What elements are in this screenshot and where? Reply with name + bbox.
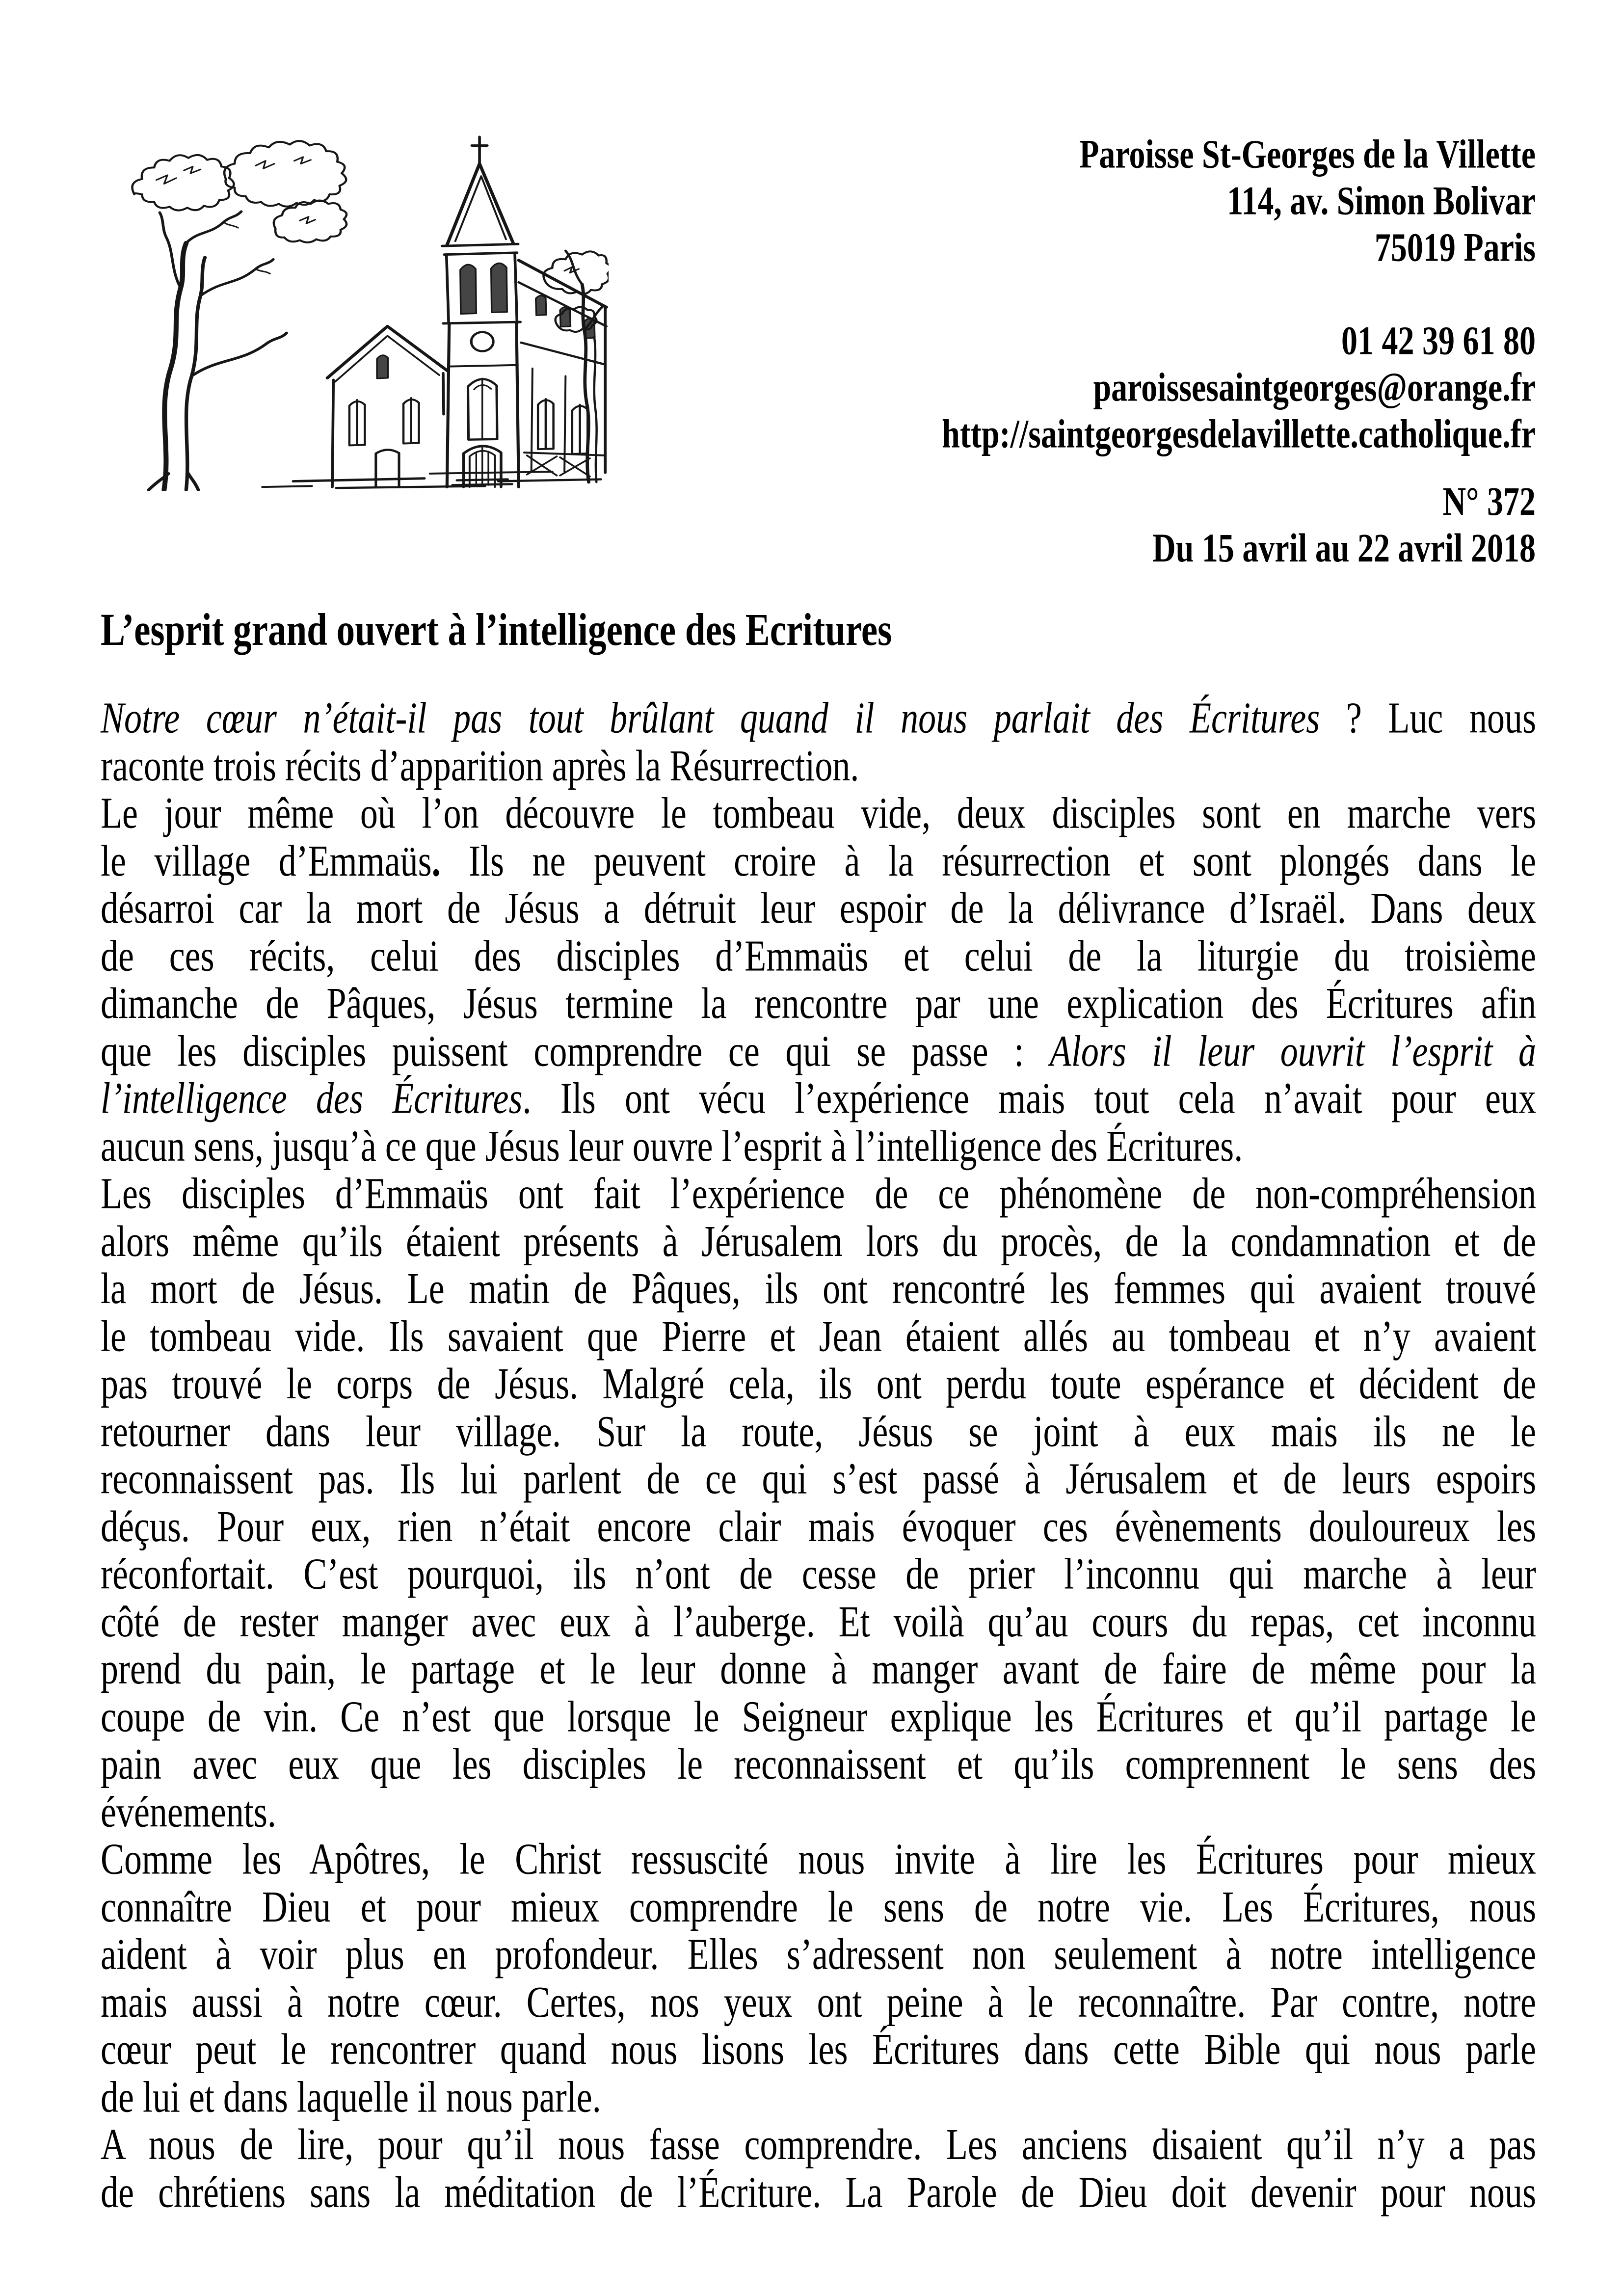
text-run: retourner dans leur village. Sur la route, Jésus se joint à eux mais ils ne le	[101, 1406, 1536, 1456]
text-run: alors même qu’ils étaient présents à Jérusalem lors du procès, de la condamnation et de	[101, 1216, 1536, 1266]
text-run: Les disciples d’Emmaüs ont fait l’expérience de ce phénomène de non-compréhension	[101, 1169, 1536, 1218]
text-run: de chrétiens sans la méditation de l’Écriture. La Parole de Dieu doit devenir pour nous	[101, 2167, 1536, 2216]
body-line	[101, 1075, 1536, 1122]
body-line	[101, 1740, 1536, 1788]
text-run: événements.	[101, 1787, 276, 1836]
text-run: la mort de Jésus. Le matin de Pâques, ils ont rencontré les femmes qui avaient trouvé	[101, 1264, 1536, 1313]
text-run: l’intelligence des Écritures	[101, 1073, 523, 1123]
body-line	[101, 1503, 1536, 1550]
text-run: le tombeau vide. Ils savaient que Pierre et Jean étaient allés au tombeau et n’y avaient	[101, 1311, 1536, 1361]
text-run: A nous de lire, pour qu’il nous fasse comprendre. Les anciens disaient qu’il n’y a pas	[101, 2119, 1536, 2169]
church-illustration	[118, 118, 609, 491]
text-run: . Ils ont vécu l’expérience mais tout cela n’avait pour eux	[522, 1073, 1536, 1123]
spacer	[942, 271, 1536, 318]
parish-address-street: 114, av. Simon Bolivar	[1227, 178, 1536, 223]
text-run: aucun sens, jusqu’à ce que Jésus leur ouvre l’esprit à l’intelligence des Écritures.	[101, 1121, 1243, 1171]
body-line	[101, 1646, 1536, 1693]
body-line	[101, 2168, 1536, 2216]
body-line	[101, 2026, 1536, 2074]
parish-phone: 01 42 39 61 80	[1341, 318, 1536, 363]
parish-website: http://saintgeorgesdelavillette.catholique.fr	[942, 411, 1536, 456]
body-line	[101, 885, 1536, 933]
body-line	[101, 2073, 1536, 2121]
body-line	[101, 1883, 1536, 1931]
spacer	[942, 458, 1536, 479]
text-run: mais aussi à notre cœur. Certes, nos yeux ont peine à le reconnaître. Par contre, notre	[101, 1977, 1536, 2027]
text-run: cœur peut le rencontrer quand nous lisons les Écritures dans cette Bible qui nous parle	[101, 2025, 1536, 2074]
text-run: Le jour même où l’on découvre le tombeau vide, deux disciples sont en marche vers	[101, 788, 1536, 838]
text-run: dimanche de Pâques, Jésus termine la rencontre par une explication des Écritures afin	[101, 978, 1536, 1028]
body-line	[101, 2121, 1536, 2168]
text-run: de lui et dans laquelle il nous parle.	[101, 2072, 601, 2121]
body-line	[101, 1122, 1536, 1170]
text-run: reconnaissent pas. Ils lui parlent de ce qui s’est passé à Jérusalem et de leurs espoirs	[101, 1454, 1536, 1503]
article-title: L’esprit grand ouvert à l’intelligence des Ecritures	[101, 604, 892, 655]
text-run: aident à voir plus en profondeur. Elles s’adressent non seulement à notre intelligence	[101, 1929, 1536, 1979]
text-run: de ces récits, celui des disciples d’Emmaüs et celui de la liturgie du troisième	[101, 931, 1536, 980]
body-line	[101, 1455, 1536, 1503]
body-line	[101, 932, 1536, 980]
church-sketch-icon	[118, 118, 609, 491]
body-line	[101, 837, 1536, 885]
body-line	[101, 1408, 1536, 1455]
parish-name: Paroisse St-Georges de la Villette	[1079, 132, 1536, 177]
text-run: Ils ne peuvent croire à la résurrection et sont plongés dans le	[440, 836, 1536, 885]
text-run: côté de rester manger avec eux à l’auberge. Et voilà qu’au cours du repas, cet inconnu	[101, 1597, 1536, 1646]
body-line	[101, 694, 1536, 742]
text-run: que les disciples puissent comprendre ce qui se passe :	[101, 1026, 1050, 1075]
body-line	[101, 1170, 1536, 1218]
text-run: réconfortait. C’est pourquoi, ils n’ont de cesse de prier l’inconnu qui marche à leur	[101, 1549, 1536, 1599]
parish-contact-block	[942, 132, 1536, 572]
text-run: raconte trois récits d’apparition après la Résurrection.	[101, 741, 859, 790]
body-line	[101, 1360, 1536, 1408]
text-run: le village d’Emmaüs	[101, 836, 432, 885]
text-run: connaître Dieu et pour mieux comprendre le sens de notre vie. Les Écritures, nous	[101, 1882, 1536, 1931]
issue-date-range: Du 15 avril au 22 avril 2018	[1152, 526, 1536, 571]
article-body	[101, 694, 1536, 2216]
issue-number: N° 372	[1442, 479, 1536, 524]
body-line	[101, 1550, 1536, 1598]
text-run: prend du pain, le partage et le leur donne à manger avant de faire de même pour la	[101, 1644, 1536, 1693]
body-line	[101, 1312, 1536, 1360]
text-run: Comme les Apôtres, le Christ ressuscité nous invite à lire les Écritures pour mieux	[101, 1834, 1536, 1884]
text-run: Notre cœur n’était-il pas tout brûlant quand il nous parlait des Écritures	[101, 693, 1320, 743]
body-line	[101, 1978, 1536, 2026]
body-line	[101, 1218, 1536, 1265]
body-line	[101, 1693, 1536, 1740]
text-run: .	[431, 836, 441, 885]
text-run: désarroi car la mort de Jésus a détruit leur espoir de la délivrance d’Israël. Dans deux	[101, 883, 1536, 933]
parish-email: paroissesaintgeorges@orange.fr	[1093, 365, 1536, 410]
body-line	[101, 980, 1536, 1027]
text-run: Alors il leur ouvrit l’esprit à	[1049, 1026, 1536, 1075]
body-line	[101, 1598, 1536, 1646]
text-run: ? Luc nous	[1320, 693, 1537, 743]
parish-address-city: 75019 Paris	[1374, 225, 1536, 270]
body-line	[101, 790, 1536, 837]
text-run: pas trouvé le corps de Jésus. Malgré cela, ils ont perdu toute espérance et décident de	[101, 1359, 1536, 1408]
body-line	[101, 1265, 1536, 1313]
body-line	[101, 1931, 1536, 1978]
body-line	[101, 1788, 1536, 1836]
text-run: pain avec eux que les disciples le reconnaissent et qu’ils comprennent le sens des	[101, 1739, 1536, 1789]
body-line	[101, 1836, 1536, 1883]
text-run: déçus. Pour eux, rien n’était encore clair mais évoquer ces évènements douloureux les	[101, 1501, 1536, 1551]
text-run: coupe de vin. Ce n’est que lorsque le Seigneur explique les Écritures et qu’il partage le	[101, 1691, 1536, 1741]
body-line	[101, 1027, 1536, 1075]
body-line	[101, 742, 1536, 790]
